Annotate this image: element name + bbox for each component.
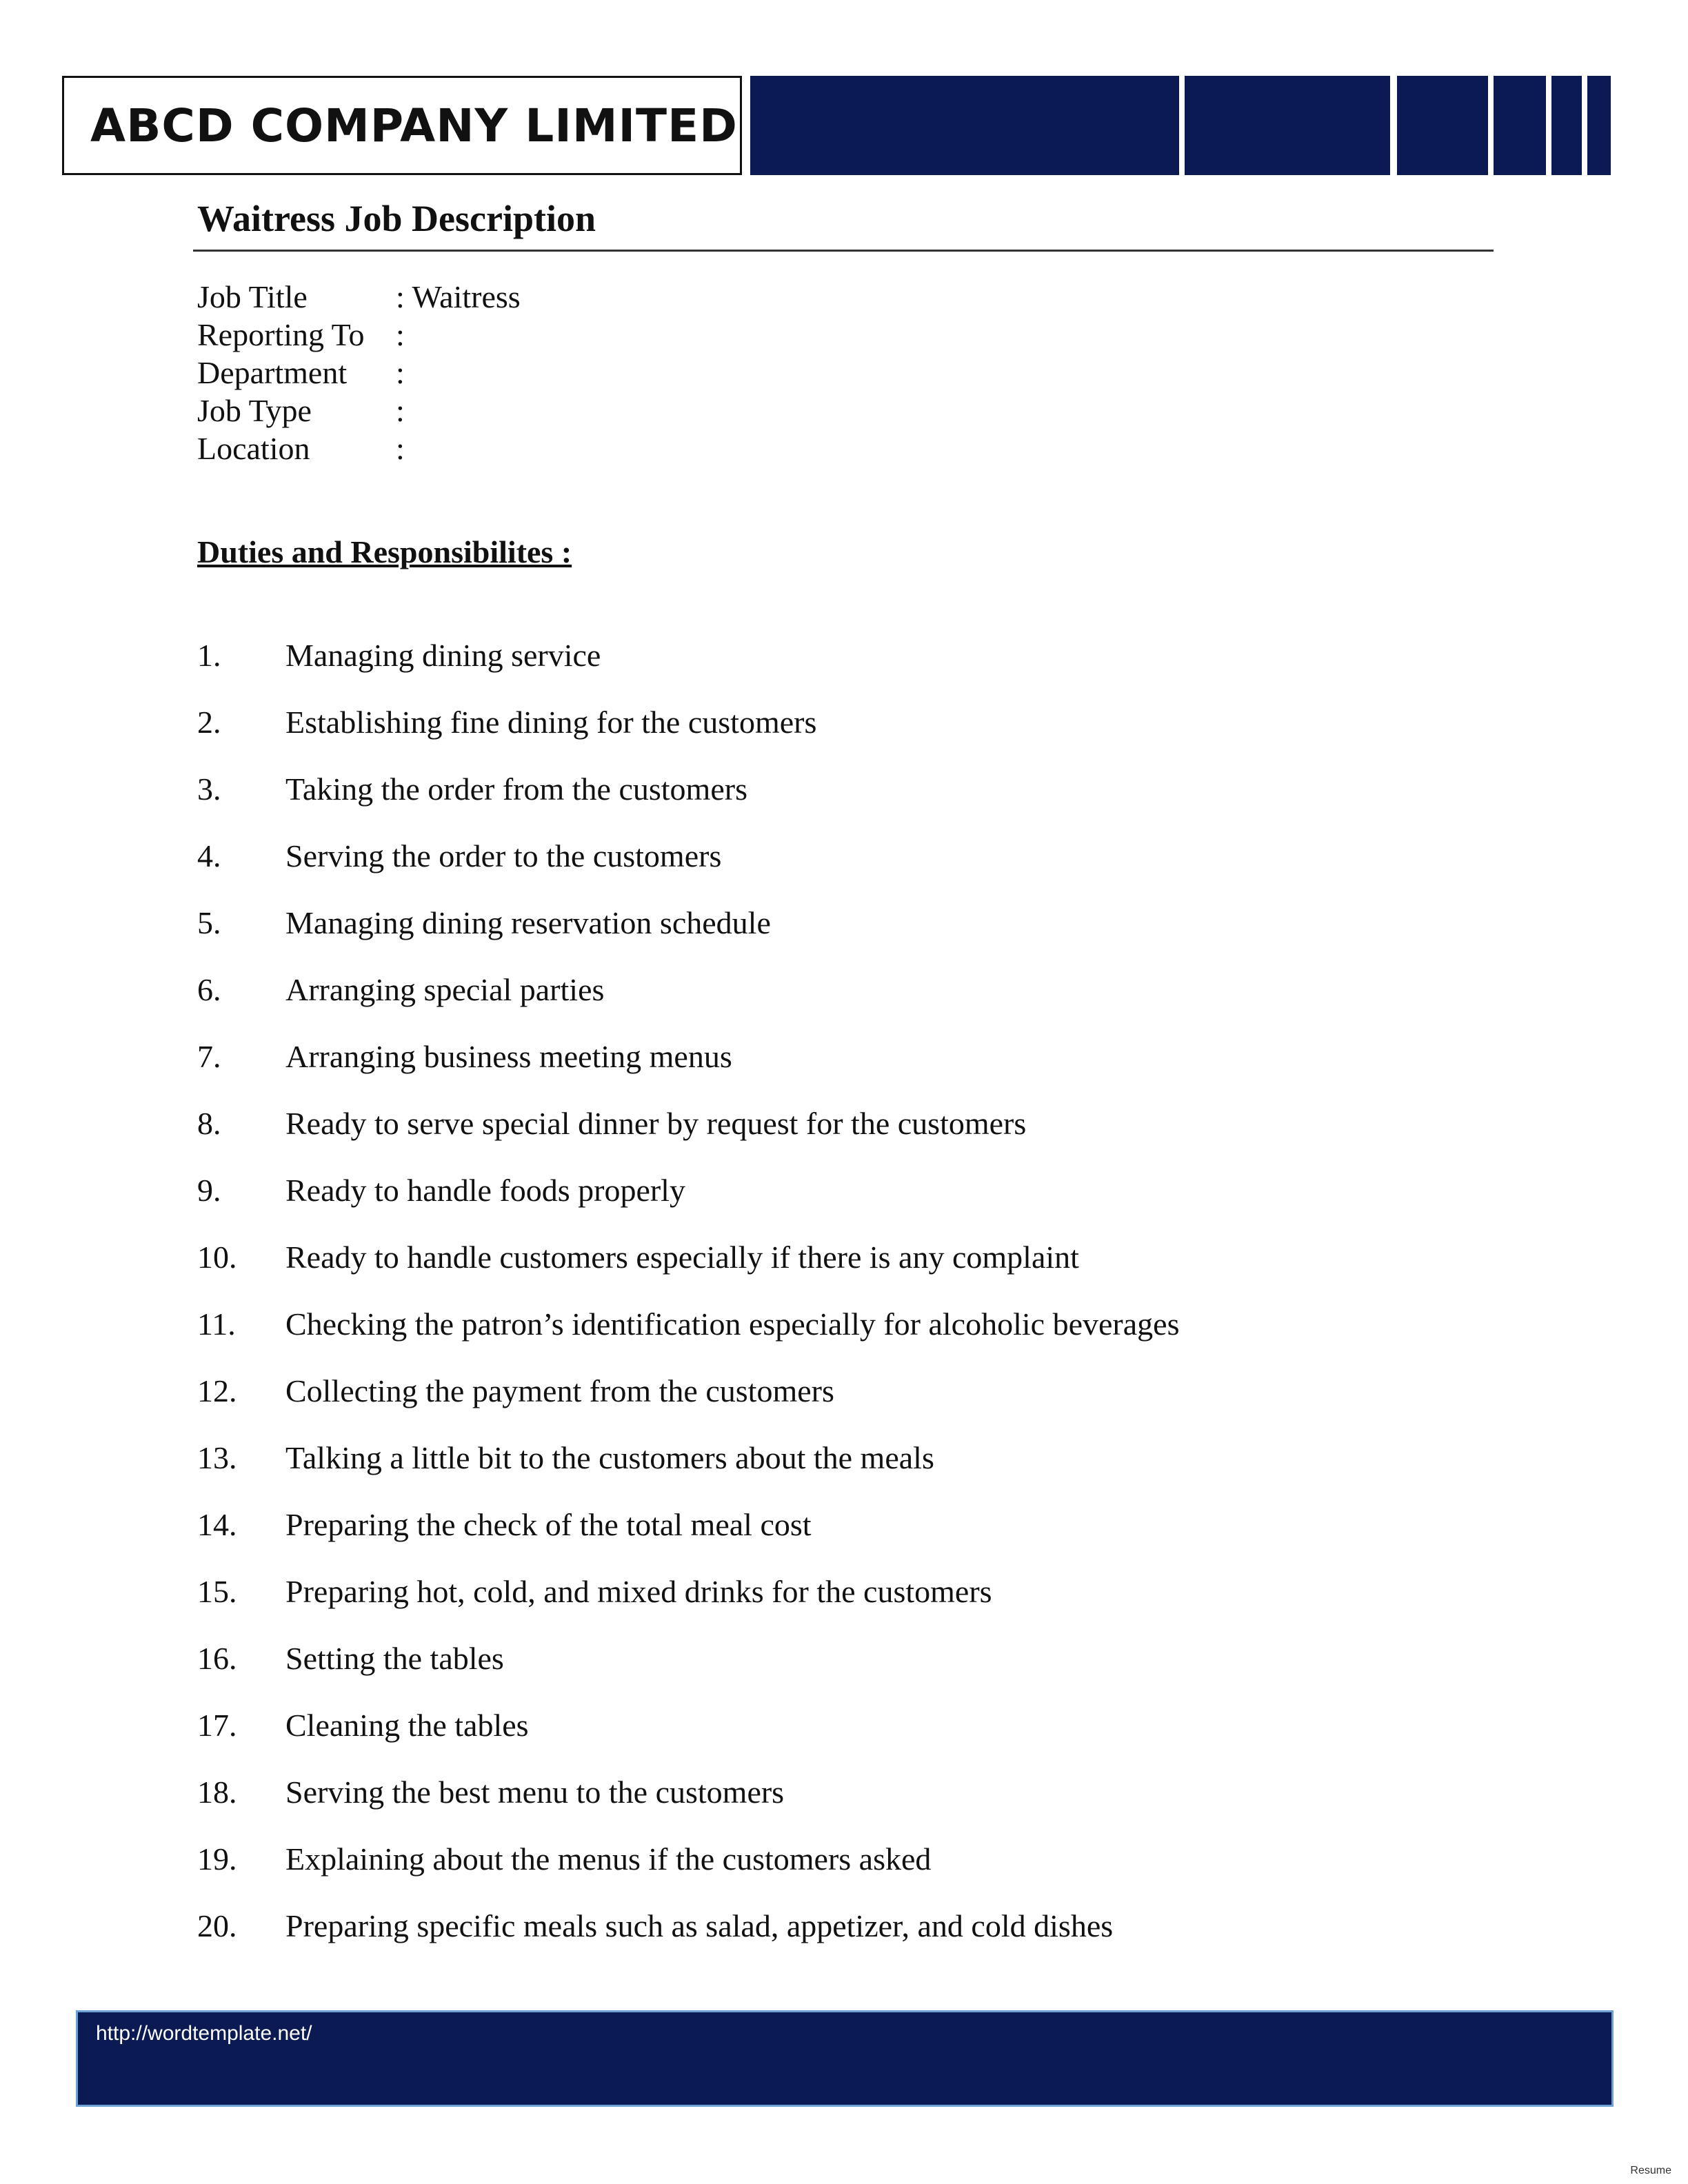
duty-item [197,1439,934,1476]
duty-text: Talking a little bit to the customers about the meals [285,1440,934,1475]
info-label: Department [197,355,348,390]
duty-item [197,1640,504,1677]
info-label: Location [197,431,310,466]
duty-item [197,1373,834,1409]
info-value: : [396,317,405,352]
duty-item [197,637,601,674]
duty-text: Establishing fine dining for the customers [285,705,817,740]
duty-number: 9. [197,1173,221,1208]
header-bar-1 [750,76,1179,175]
duty-number: 14. [197,1507,237,1542]
duty-item [197,1306,1179,1342]
duty-item [197,971,604,1008]
duty-number: 18. [197,1775,237,1810]
duty-text: Ready to handle customers especially if there is any complaint [285,1240,1079,1275]
duty-text: Arranging special parties [285,972,605,1007]
duty-number: 5. [197,905,221,940]
footer-url-link[interactable]: http://wordtemplate.net/ [96,2022,312,2045]
duty-item [197,704,816,740]
corner-label: Resume [1630,2165,1671,2176]
duty-text: Explaining about the menus if the customers asked [285,1841,932,1877]
info-row-reporting-to [197,316,405,355]
duty-item [197,1707,529,1743]
title-divider [193,250,1494,252]
duty-text: Checking the patron’s identification especially for alcoholic beverages [285,1306,1180,1342]
header-bar-4 [1494,76,1546,175]
duty-item [197,1774,784,1810]
duty-text: Serving the order to the customers [285,838,722,873]
duty-item [197,904,771,941]
duty-number: 13. [197,1440,237,1475]
duty-text: Arranging business meeting menus [285,1039,732,1074]
duty-number: 8. [197,1106,221,1141]
duty-number: 10. [197,1240,237,1275]
duty-item [197,1573,992,1610]
duty-item [197,1172,685,1209]
header-bar-6 [1587,76,1611,175]
duty-number: 11. [197,1306,236,1342]
duty-text: Collecting the payment from the customers [285,1373,834,1408]
duty-number: 2. [197,705,221,740]
info-row-location [197,430,405,469]
info-value: : [396,431,405,466]
info-row-job-title [197,279,521,317]
duty-number: 3. [197,771,221,807]
duty-item [197,1038,732,1075]
info-row-job-type [197,392,405,431]
company-name-box [62,76,742,175]
info-value: : [396,393,405,428]
info-value: : Waitress [396,279,521,314]
duty-item [197,1506,812,1543]
duty-number: 17. [197,1708,237,1743]
document-title: Waitress Job Description [197,198,596,239]
duty-text: Setting the tables [285,1641,504,1676]
info-value: : [396,355,405,390]
duty-item [197,1841,931,1877]
header-bar-3 [1397,76,1488,175]
duty-number: 20. [197,1908,237,1943]
duty-item [197,771,747,807]
duty-item [197,1105,1026,1142]
duty-text: Preparing specific meals such as salad, appetizer, and cold dishes [285,1908,1114,1943]
duty-number: 19. [197,1841,237,1877]
header-bar-2 [1185,76,1390,175]
duty-text: Managing dining service [285,638,601,673]
footer-banner [76,2010,1614,2107]
duty-number: 7. [197,1039,221,1074]
info-label: Job Title [197,279,308,314]
duty-text: Taking the order from the customers [285,771,747,807]
duty-text: Ready to serve special dinner by request for the customers [285,1106,1027,1141]
duty-text: Preparing hot, cold, and mixed drinks for the customers [285,1574,992,1609]
info-label: Job Type [197,393,312,428]
company-name: ABCD COMPANY LIMITED [90,99,738,152]
duty-number: 1. [197,638,221,673]
info-row-department [197,354,405,393]
duty-number: 15. [197,1574,237,1609]
duty-item [197,1239,1079,1275]
duty-number: 16. [197,1641,237,1676]
duties-heading: Duties and Responsibilites : [197,534,572,569]
duty-number: 6. [197,972,221,1007]
header-bar-5 [1551,76,1582,175]
duty-number: 12. [197,1373,237,1408]
info-label: Reporting To [197,317,365,352]
duty-item [197,838,721,874]
duty-text: Cleaning the tables [285,1708,529,1743]
duty-text: Serving the best menu to the customers [285,1775,785,1810]
duty-text: Managing dining reservation schedule [285,905,771,940]
duty-text: Ready to handle foods properly [285,1173,685,1208]
duty-number: 4. [197,838,221,873]
duty-text: Preparing the check of the total meal cost [285,1507,812,1542]
duty-item [197,1908,1113,1944]
